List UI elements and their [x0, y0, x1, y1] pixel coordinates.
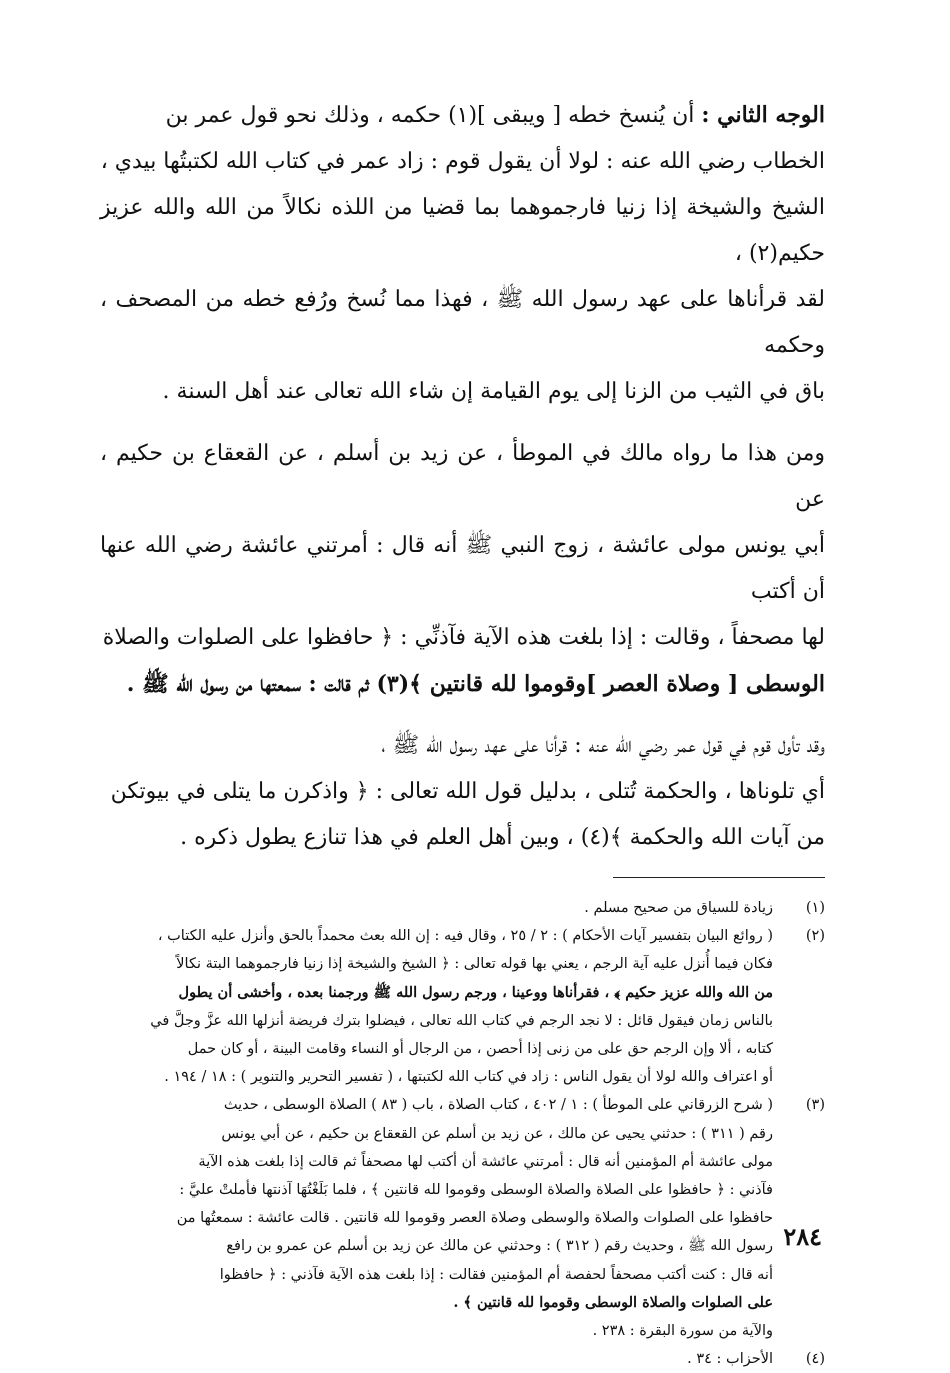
text-line: باق في الثيب من الزنا إلى يوم القيامة إن شاء الله تعالى عند أهل السنة . — [162, 379, 825, 404]
footnote-line: ( شرح الزرقاني على الموطأ ) : ١ / ٤٠٢ ، كتاب الصلاة ، باب ( ٨٣ ) الصلاة الوسطى ، حديث — [223, 1097, 773, 1114]
footnote-line: حافظوا على الصلوات والصلاة والوسطى وصلاة العصر وقوموا لله قانتين . قالت عائشة : سمعتُها من — [176, 1210, 773, 1227]
footnote-line: أنه قال : كنت أكتب مصحفاً لحفصة أم المؤمنين فقالت : إذا بلغت هذه الآية فآذني : ﴿ حافظوا — [219, 1266, 773, 1283]
text-line-content: أن يُنسخ خطه [ ويبقى ](١) حكمه ، وذلك نحو قول عمر بن — [165, 103, 695, 128]
footnote-number: (١) — [805, 900, 825, 916]
text-line: من آيات الله والحكمة ﴾(٤) ، وبين أهل العلم في هذا تنازع يطول ذكره . — [180, 825, 825, 850]
footnote-4 — [100, 1345, 825, 1373]
footnote-line: زيادة للسياق من صحيح مسلم . — [584, 900, 773, 916]
text-line: أي تلوناها ، والحكمة تُتلى ، بدليل قول الله تعالى : ﴿ واذكرن ما يتلى في بيوتكن — [110, 779, 825, 804]
footnote-line: بالناس زمان فيقول قائل : لا نجد الرجم في كتاب الله تعالى ، فيضلوا بترك فريضة أنزلها الله عزَّ وجلَّ في — [150, 1012, 773, 1029]
footnote-line: الأحزاب : ٣٤ . — [687, 1351, 773, 1368]
text-line: الخطاب رضي الله عنه : لولا أن يقول قوم : زاد عمر في كتاب الله لكتبتُها بيدي ، — [100, 149, 825, 174]
text-line: لقد قرأناها على عهد رسول الله ﷺ ، فهذا مما نُسخ ورُفع خطه من المصحف ، وحكمه — [100, 287, 825, 358]
footnote-number: (٣) — [805, 1097, 825, 1114]
footnote-line: والآية من سورة البقرة : ٢٣٨ . — [592, 1323, 773, 1340]
text-line — [100, 92, 825, 139]
text-line: لها مصحفاً ، وقالت : إذا بلغت هذه الآية فآذنِّي : ﴿ حافظوا على الصلوات والصلاة — [102, 625, 825, 650]
paragraph-3 — [100, 723, 825, 861]
section-lead: الوجه الثاني : — [701, 102, 825, 128]
text-line: الشيخ والشيخة إذا زنيا فارجموهما بما قضيا من اللذه نكالاً من الله والله عزيز حكيم(٢) ، — [100, 195, 825, 266]
paragraph-1 — [100, 92, 825, 415]
footnote-separator — [613, 877, 825, 878]
footnote-number: (٤) — [805, 1351, 825, 1368]
footnote-line: رقم ( ٣١١ ) : حدثني يحيى عن مالك ، عن زيد بن أسلم عن القعقاع بن حكيم ، عن أبي يونس — [221, 1125, 773, 1142]
footnote-line: فآذني : ﴿ حافظوا على الصلاة والصلاة الوسطى وقوموا لله قانتين ﴾ ، فلما بَلَغْتُهَا آذنتها فأملتْ عليَّ : — [179, 1182, 773, 1199]
footnote-line: رسول الله ﷺ ، وحديث رقم ( ٣١٢ ) : وحدثني عن مالك عن زيد بن أسلم عن عمرو بن رافع — [226, 1238, 773, 1255]
footnote-line: ( روائع البيان بتفسير آيات الأحكام ) : ٢ / ٢٥ ، وقال فيه : إن الله بعث محمداً بالحق وأنزل عليه الكتاب ، — [157, 928, 773, 945]
footnote-line: كتابه ، ألا وإن الرجم حق على من زنى إذا أحصن ، من الرجال أو النساء وقامت البينة ، أو كان حمل — [187, 1041, 773, 1058]
footnote-text — [100, 1091, 773, 1345]
footnote-2 — [100, 922, 825, 1091]
footnote-separator-wrap — [100, 877, 825, 878]
text-line: الوسطى [ وصلاة العصر ]وقوموا لله قانتين ﴾(٣) ثم قالت : سمعتها من رسول الله ﷺ . — [126, 671, 825, 697]
footnote-1 — [100, 894, 825, 922]
footnote-line: مولى عائشة أم المؤمنين أنه قال : أمرتني عائشة أن أكتب لها مصحفاً ثم قالت إذا بلغت هذه الآية — [198, 1153, 773, 1170]
footnote-line: أو اعتراف والله لولا أن يقول الناس : زاد في كتاب الله لكتبتها ، ( تفسير التحرير والتنوير ) : ١٨ / ١٩٤ . — [164, 1069, 773, 1086]
footnote-text — [100, 922, 773, 1091]
footnote-line: فكان فيما أُنزل عليه آية الرجم ، يعني بها قوله تعالى : ﴿ الشيخ والشيخة إذا زنيا فارجموهما البتة نكالاً — [176, 956, 773, 973]
text-line: أبي يونس مولى عائشة ، زوج النبي ﷺ أنه قال : أمرتني عائشة رضي الله عنها أن أكتب — [100, 533, 825, 604]
paragraph-2 — [100, 431, 825, 707]
footnote-text — [100, 894, 773, 922]
footnote-text — [100, 1345, 773, 1373]
footnote-line: من الله والله عزيز حكيم ﴾ ، فقرأناها ووعينا ، ورجم رسول الله ﷺ ورجمنا بعده ، وأخشى أن يطول — [178, 983, 773, 1001]
page-number: ٢٨٤ — [783, 1222, 822, 1251]
footnote-number: (٢) — [805, 928, 825, 945]
text-line: ومن هذا ما رواه مالك في الموطأ ، عن زيد بن أسلم ، عن القعقاع بن حكيم ، عن — [100, 441, 825, 512]
text-line: وقد تأول قوم في قول عمر رضي الله عنه : قرأنا على عهد رسول الله ﷺ ، — [381, 733, 825, 758]
page-body — [100, 92, 825, 1373]
footnote-line: على الصلوات والصلاة الوسطى وقوموا لله قانتين ﴾ . — [453, 1293, 773, 1311]
footnote-3 — [100, 1091, 825, 1345]
